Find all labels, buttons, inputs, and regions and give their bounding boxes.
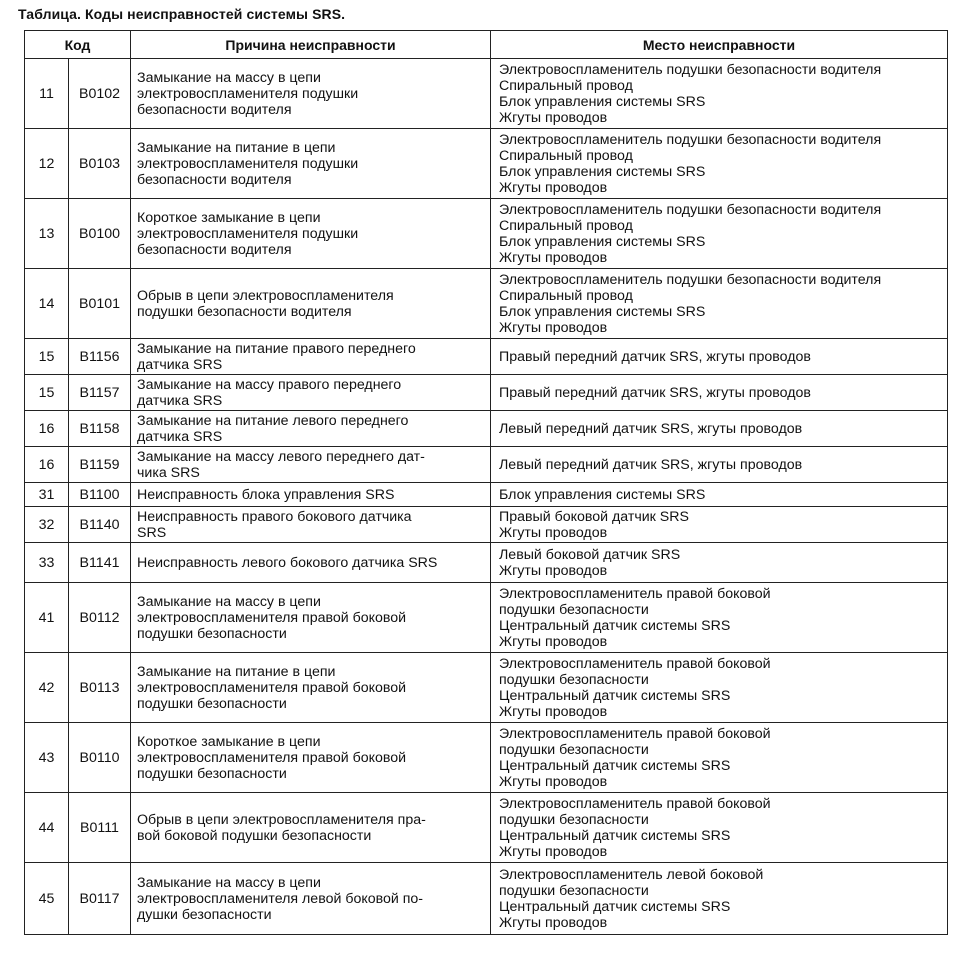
header-place: Место неисправности [491, 31, 948, 59]
cause-line: подушки безопасности [137, 625, 287, 642]
srs-fault-code-table [24, 30, 948, 935]
location-line: подушки безопасности [499, 882, 649, 899]
location-line: Электровоспламенитель подушки безопасности водителя [499, 271, 882, 288]
location-line: подушки безопасности [499, 601, 649, 618]
location-line: Центральный датчик системы SRS [499, 757, 731, 774]
cause-line: датчика SRS [137, 356, 223, 373]
location-line: подушки безопасности [499, 741, 649, 758]
location-line: Электровоспламенитель подушки безопасности водителя [499, 201, 882, 218]
row-number: 11 [25, 59, 69, 129]
location-line: Жгуты проводов [499, 524, 608, 541]
fault-cause [131, 199, 491, 269]
fault-cause [131, 129, 491, 199]
page-title: Таблица. Коды неисправностей системы SRS. [18, 6, 346, 22]
cause-line: электровоспламенителя подушки [137, 225, 359, 242]
cause-line: Замыкание на питание левого переднего [137, 412, 409, 429]
fault-code: B1159 [69, 447, 131, 483]
fault-location [491, 723, 948, 793]
location-line: Жгуты проводов [499, 109, 608, 126]
table-row [25, 411, 948, 447]
fault-code: B1140 [69, 507, 131, 543]
fault-location [491, 483, 948, 507]
cause-line: Неисправность правого бокового датчика [137, 508, 412, 525]
fault-location [491, 199, 948, 269]
location-line: Блок управления системы SRS [499, 163, 706, 180]
cause-line: безопасности водителя [137, 241, 292, 258]
location-line: Электровоспламенитель правой боковой [499, 725, 771, 742]
fault-code: B1158 [69, 411, 131, 447]
fault-cause [131, 653, 491, 723]
cause-line: Замыкание на массу в цепи [137, 593, 321, 610]
table-row [25, 543, 948, 583]
cause-line: электровоспламенителя правой боковой [137, 609, 407, 626]
location-line: Правый передний датчик SRS, жгуты проводов [499, 384, 811, 401]
location-line: Жгуты проводов [499, 843, 608, 860]
location-line: Жгуты проводов [499, 562, 608, 579]
cause-line: SRS [137, 524, 167, 541]
fault-cause [131, 583, 491, 653]
table-row [25, 653, 948, 723]
location-line: Спиральный провод [499, 147, 633, 164]
location-line: Правый передний датчик SRS, жгуты проводов [499, 348, 811, 365]
cause-line: датчика SRS [137, 392, 223, 409]
table-row [25, 269, 948, 339]
cause-line: Обрыв в цепи электровоспламенителя [137, 287, 394, 304]
table-row [25, 723, 948, 793]
location-line: Спиральный провод [499, 77, 633, 94]
fault-cause [131, 59, 491, 129]
cause-line: безопасности водителя [137, 171, 292, 188]
location-line: Электровоспламенитель левой боковой [499, 866, 764, 883]
table-row [25, 59, 948, 129]
fault-cause [131, 483, 491, 507]
fault-location [491, 863, 948, 935]
location-line: Левый передний датчик SRS, жгуты проводов [499, 456, 803, 473]
fault-code: B0117 [69, 863, 131, 935]
cause-line: подушки безопасности [137, 765, 287, 782]
fault-cause [131, 447, 491, 483]
location-line: Правый боковой датчик SRS [499, 508, 689, 525]
fault-cause [131, 375, 491, 411]
cause-line: электровоспламенителя правой боковой [137, 679, 407, 696]
table-row [25, 507, 948, 543]
cause-line: Замыкание на массу левого переднего дат- [137, 448, 425, 465]
fault-code: B1157 [69, 375, 131, 411]
cause-line: электровоспламенителя подушки [137, 155, 359, 172]
cause-line: безопасности водителя [137, 101, 292, 118]
row-number: 13 [25, 199, 69, 269]
row-number: 16 [25, 447, 69, 483]
table-row [25, 129, 948, 199]
cause-line: вой боковой подушки безопасности [137, 827, 372, 844]
fault-location [491, 129, 948, 199]
fault-location [491, 59, 948, 129]
location-line: Спиральный провод [499, 217, 633, 234]
cause-line: Замыкание на питание правого переднего [137, 340, 416, 357]
cause-line: Замыкание на массу правого переднего [137, 376, 402, 393]
table-row [25, 339, 948, 375]
fault-location [491, 793, 948, 863]
cause-line: Замыкание на питание в цепи [137, 663, 336, 680]
location-line: подушки безопасности [499, 671, 649, 688]
table-row [25, 793, 948, 863]
location-line: Левый передний датчик SRS, жгуты проводов [499, 420, 803, 437]
location-line: Жгуты проводов [499, 633, 608, 650]
fault-cause [131, 507, 491, 543]
location-line: Блок управления системы SRS [499, 486, 706, 503]
location-line: подушки безопасности [499, 811, 649, 828]
header-code: Код [25, 31, 131, 59]
table-body [25, 59, 948, 935]
fault-cause [131, 793, 491, 863]
cause-line: Неисправность блока управления SRS [137, 486, 395, 503]
fault-cause [131, 339, 491, 375]
fault-location [491, 339, 948, 375]
location-line: Блок управления системы SRS [499, 93, 706, 110]
table-row [25, 199, 948, 269]
row-number: 15 [25, 375, 69, 411]
fault-code: B0103 [69, 129, 131, 199]
row-number: 42 [25, 653, 69, 723]
cause-line: электровоспламенителя правой боковой [137, 749, 407, 766]
table-row [25, 583, 948, 653]
location-line: Жгуты проводов [499, 703, 608, 720]
fault-cause [131, 411, 491, 447]
location-line: Левый боковой датчик SRS [499, 546, 681, 563]
location-line: Жгуты проводов [499, 179, 608, 196]
fault-location [491, 543, 948, 583]
location-line: Электровоспламенитель подушки безопасности водителя [499, 131, 882, 148]
fault-cause [131, 723, 491, 793]
row-number: 44 [25, 793, 69, 863]
cause-line: Короткое замыкание в цепи [137, 209, 321, 226]
fault-location [491, 447, 948, 483]
table-row [25, 863, 948, 935]
table-row [25, 447, 948, 483]
location-line: Центральный датчик системы SRS [499, 687, 731, 704]
row-number: 45 [25, 863, 69, 935]
fault-location [491, 375, 948, 411]
fault-code: B1100 [69, 483, 131, 507]
cause-line: электровоспламенителя подушки [137, 85, 359, 102]
cause-line: Обрыв в цепи электровоспламенителя пра- [137, 811, 426, 828]
location-line: Электровоспламенитель подушки безопасности водителя [499, 61, 882, 78]
fault-code: B0110 [69, 723, 131, 793]
table-header-row [25, 31, 948, 59]
row-number: 32 [25, 507, 69, 543]
fault-code: B1141 [69, 543, 131, 583]
fault-cause [131, 863, 491, 935]
table-row [25, 483, 948, 507]
fault-code: B0101 [69, 269, 131, 339]
row-number: 41 [25, 583, 69, 653]
location-line: Электровоспламенитель правой боковой [499, 795, 771, 812]
cause-line: чика SRS [137, 464, 200, 481]
fault-cause [131, 543, 491, 583]
row-number: 43 [25, 723, 69, 793]
location-line: Центральный датчик системы SRS [499, 898, 731, 915]
row-number: 31 [25, 483, 69, 507]
location-line: Блок управления системы SRS [499, 233, 706, 250]
fault-cause [131, 269, 491, 339]
cause-line: датчика SRS [137, 428, 223, 445]
fault-code: B0111 [69, 793, 131, 863]
location-line: Жгуты проводов [499, 319, 608, 336]
location-line: Центральный датчик системы SRS [499, 617, 731, 634]
fault-location [491, 507, 948, 543]
cause-line: Короткое замыкание в цепи [137, 733, 321, 750]
row-number: 33 [25, 543, 69, 583]
cause-line: Неисправность левого бокового датчика SRS [137, 554, 438, 571]
cause-line: Замыкание на массу в цепи [137, 874, 321, 891]
row-number: 12 [25, 129, 69, 199]
location-line: Жгуты проводов [499, 773, 608, 790]
location-line: Жгуты проводов [499, 914, 608, 931]
row-number: 14 [25, 269, 69, 339]
cause-line: подушки безопасности [137, 695, 287, 712]
row-number: 15 [25, 339, 69, 375]
fault-code: B0113 [69, 653, 131, 723]
location-line: Электровоспламенитель правой боковой [499, 655, 771, 672]
location-line: Электровоспламенитель правой боковой [499, 585, 771, 602]
cause-line: Замыкание на массу в цепи [137, 69, 321, 86]
fault-location [491, 653, 948, 723]
fault-code: B0102 [69, 59, 131, 129]
location-line: Жгуты проводов [499, 249, 608, 266]
fault-location [491, 411, 948, 447]
header-cause: Причина неисправности [131, 31, 491, 59]
cause-line: Замыкание на питание в цепи [137, 139, 336, 156]
row-number: 16 [25, 411, 69, 447]
location-line: Спиральный провод [499, 287, 633, 304]
cause-line: подушки безопасности водителя [137, 303, 352, 320]
cause-line: душки безопасности [137, 906, 272, 923]
fault-location [491, 583, 948, 653]
fault-location [491, 269, 948, 339]
fault-code: B1156 [69, 339, 131, 375]
fault-code: B0100 [69, 199, 131, 269]
cause-line: электровоспламенителя левой боковой по- [137, 890, 424, 907]
location-line: Центральный датчик системы SRS [499, 827, 731, 844]
table-row [25, 375, 948, 411]
fault-code: B0112 [69, 583, 131, 653]
location-line: Блок управления системы SRS [499, 303, 706, 320]
